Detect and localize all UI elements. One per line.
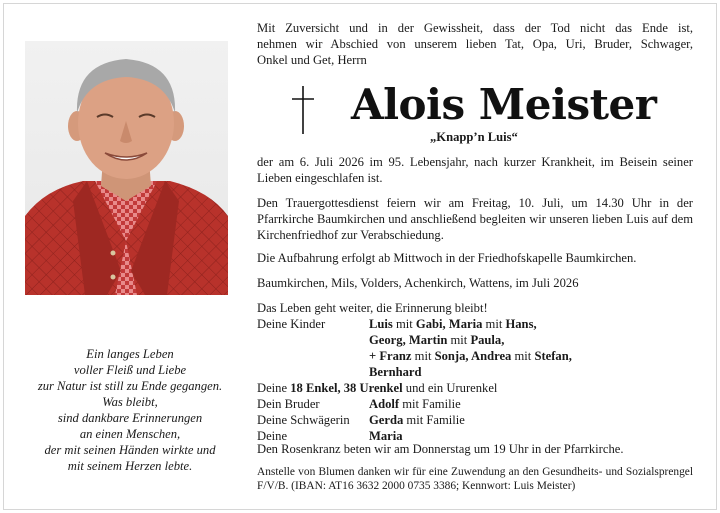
family-label: Deine Kinder	[257, 317, 326, 331]
family-label: Deine Schwägerin	[257, 413, 350, 427]
family-names: Adolf mit Familie	[369, 397, 461, 411]
places-date: Baumkirchen, Mils, Volders, Achenkirch, Wattens, im Juli 2026	[257, 276, 579, 290]
poem-line: Was bleibt,	[102, 395, 158, 409]
portrait-photo	[25, 41, 228, 295]
deceased-name: Alois Meister	[351, 80, 657, 129]
memorial-poem	[20, 346, 240, 474]
poem-line: an einen Menschen,	[79, 427, 181, 441]
intro-line: nehmen wir Abschied von unserem lieben Tat, Opa, Uri, Bruder, Schwager,	[257, 37, 693, 51]
viewing-info: Die Aufbahrung erfolgt ab Mittwoch in der Friedhofskapelle Baumkirchen.	[257, 251, 637, 265]
family-names: Bernhard	[369, 365, 422, 379]
intro-line: Mit Zuversicht und in der Gewissheit, dass der Tod nicht das Ende ist,	[257, 21, 693, 35]
intro-line: Onkel und Get, Herrn	[257, 53, 367, 67]
poem-line: sind dankbare Erinnerungen	[57, 411, 203, 425]
family-names: Maria	[369, 429, 403, 443]
family-label: Dein Bruder	[257, 397, 320, 411]
poem-line: Ein langes Leben	[86, 347, 174, 361]
funeral-info: Den Trauergottesdienst feiern wir am Freitag, 10. Juli, um 14.30 Uhr in der Pfarrkirche Baumkirchen und anschließend begleiten wir unseren lieben Luis auf dem Kirchenfriedhof zur Verabschiedung.	[257, 196, 693, 242]
family-names: + Franz mit Sonja, Andrea mit Stefan,	[369, 349, 572, 363]
nickname: „Knapp’n Luis“	[430, 130, 518, 144]
motto: Das Leben geht weiter, die Erinnerung bleibt!	[257, 301, 488, 315]
grandchildren: Deine 18 Enkel, 38 Urenkel und ein Ururenkel	[257, 381, 498, 395]
intro-text	[257, 20, 693, 68]
poem-line: voller Fleiß und Liebe	[73, 363, 187, 377]
family-names: Luis mit Gabi, Maria mit Hans,	[369, 317, 537, 331]
rosary-info: Den Rosenkranz beten wir am Donnerstag um 19 Uhr in der Pfarrkirche.	[257, 442, 624, 456]
family-names: Georg, Martin mit Paula,	[369, 333, 505, 347]
poem-line: zur Natur ist still zu Ende gegangen.	[37, 379, 223, 393]
poem-line: mit seinem Herzen lebte.	[67, 459, 193, 473]
donation-info: Anstelle von Blumen danken wir für eine Zuwendung an den Gesundheits- und Sozialsprengel F/V/B. (IBAN: AT16 3632 2000 0735 3386; Kennwort: Luis Meister)	[257, 466, 693, 492]
death-notice: der am 6. Juli 2026 im 95. Lebensjahr, nach kurzer Krankheit, im Beisein seiner Lieben eingeschlafen ist.	[257, 155, 693, 185]
poem-line: der mit seinen Händen wirkte und	[44, 443, 216, 457]
family-label: Deine	[257, 429, 288, 443]
family-names: Gerda mit Familie	[369, 413, 465, 427]
cross-icon	[290, 86, 316, 134]
